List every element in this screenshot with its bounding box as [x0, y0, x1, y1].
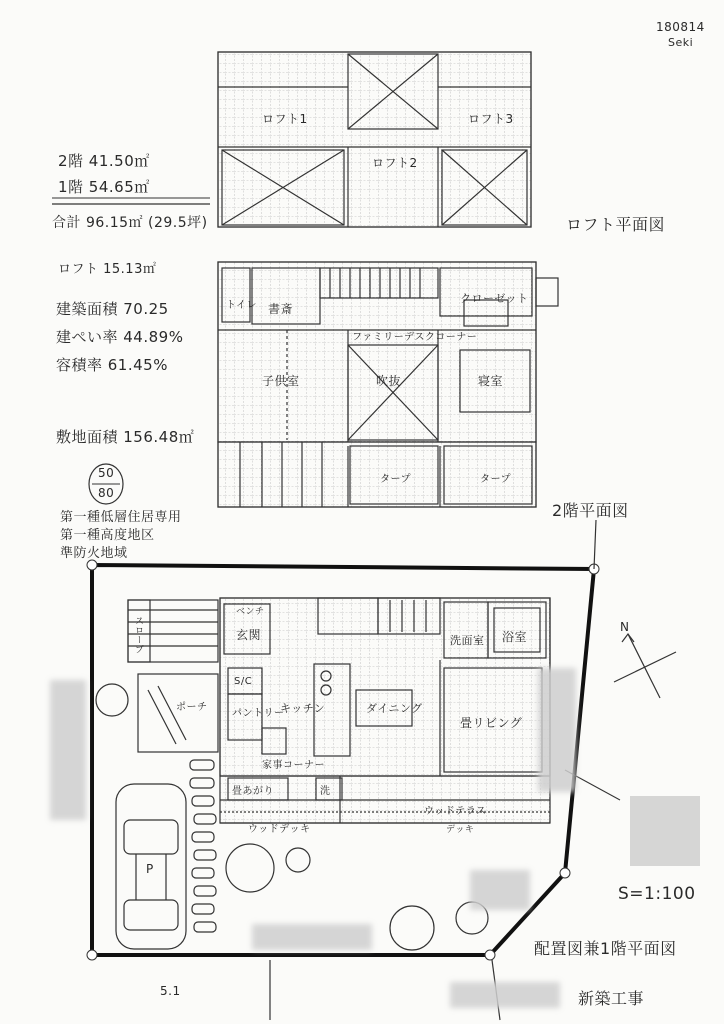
room-study: 書斎 [268, 302, 294, 316]
floor1-area: 1階 54.65㎡ [58, 178, 150, 196]
floor2-plan-title: 2階平面図 [552, 501, 629, 520]
redacted-stamp [630, 796, 700, 866]
redacted-patch [470, 870, 530, 910]
north-arrow [614, 634, 676, 698]
zoning-line-1: 第一種低層住居専用 [60, 510, 182, 525]
scale-label: S=1:100 [618, 884, 696, 904]
author-label: Seki [668, 36, 694, 49]
redacted-patch [450, 982, 560, 1008]
site-area: 敷地面積 156.48㎡ [56, 428, 195, 446]
room-dining: ダイニング [366, 702, 423, 715]
room-kitchen: キッチン [280, 702, 326, 715]
ratio-top: 50 [98, 466, 115, 480]
coverage-ratio: 建ぺい率 44.89% [56, 328, 184, 346]
floor1-plan-title: 配置図兼1階平面図 [534, 939, 677, 958]
zoning-line-3: 準防火地域 [60, 546, 128, 561]
room-washroom: 洗面室 [450, 634, 485, 647]
room-veranda: ウッドデッキ [248, 824, 311, 835]
zoning-line-2: 第一種高度地区 [60, 528, 155, 543]
room-loft-1: ロフト1 [262, 112, 308, 126]
room-bench: ベンチ [236, 607, 265, 617]
room-closet: クローゼット [460, 292, 529, 305]
floor2-area: 2階 41.50㎡ [58, 152, 150, 170]
room-bedroom: 寝室 [478, 374, 504, 388]
room-wash: 洗 [320, 786, 331, 797]
room-garage: P [146, 862, 154, 876]
room-slope: スロープ [133, 616, 143, 654]
room-tatami: 畳あがり [232, 786, 274, 797]
ratio-bottom: 80 [98, 486, 115, 500]
north-label: N [620, 620, 630, 634]
room-loft-2: ロフト2 [372, 156, 418, 170]
room-wic: S/C [234, 676, 253, 687]
redacted-patch [538, 668, 576, 792]
room-housework: 家事コーナー [262, 760, 325, 771]
date-label: 180814 [656, 20, 705, 34]
room-loft-3: ロフト3 [468, 112, 514, 126]
room-tarp-1: タープ [380, 474, 411, 485]
room-toilet-2f: トイレ [226, 300, 257, 311]
room-entrance: 玄関 [236, 628, 262, 642]
room-tarp-2: タープ [480, 474, 511, 485]
loft-plan-title: ロフト平面図 [566, 215, 666, 234]
room-kids: 子供室 [262, 374, 300, 388]
room-family-desk: ファミリーデスクコーナー [352, 332, 478, 343]
room-terrace: ウッドテラス [424, 806, 487, 817]
room-pantry: パントリー [232, 708, 285, 719]
room-terrace-2: デッキ [446, 825, 475, 835]
floor-area-ratio: 容積率 61.45% [56, 356, 168, 374]
room-bath: 浴室 [502, 630, 528, 644]
total-area: 合計 96.15㎡ (29.5坪) [52, 215, 208, 231]
redacted-patch [50, 680, 86, 820]
redacted-patch [252, 924, 372, 950]
room-living: 畳リビング [460, 716, 523, 730]
footer-dim: 5.1 [160, 984, 181, 998]
loft-plan [218, 52, 531, 227]
footer-caption: 新築工事 [578, 989, 645, 1008]
building-area: 建築面積 70.25 [56, 300, 169, 318]
room-void: 吹抜 [376, 374, 402, 388]
loft-area: ロフト 15.13㎡ [58, 262, 157, 277]
room-porch: ポーチ [176, 702, 208, 713]
